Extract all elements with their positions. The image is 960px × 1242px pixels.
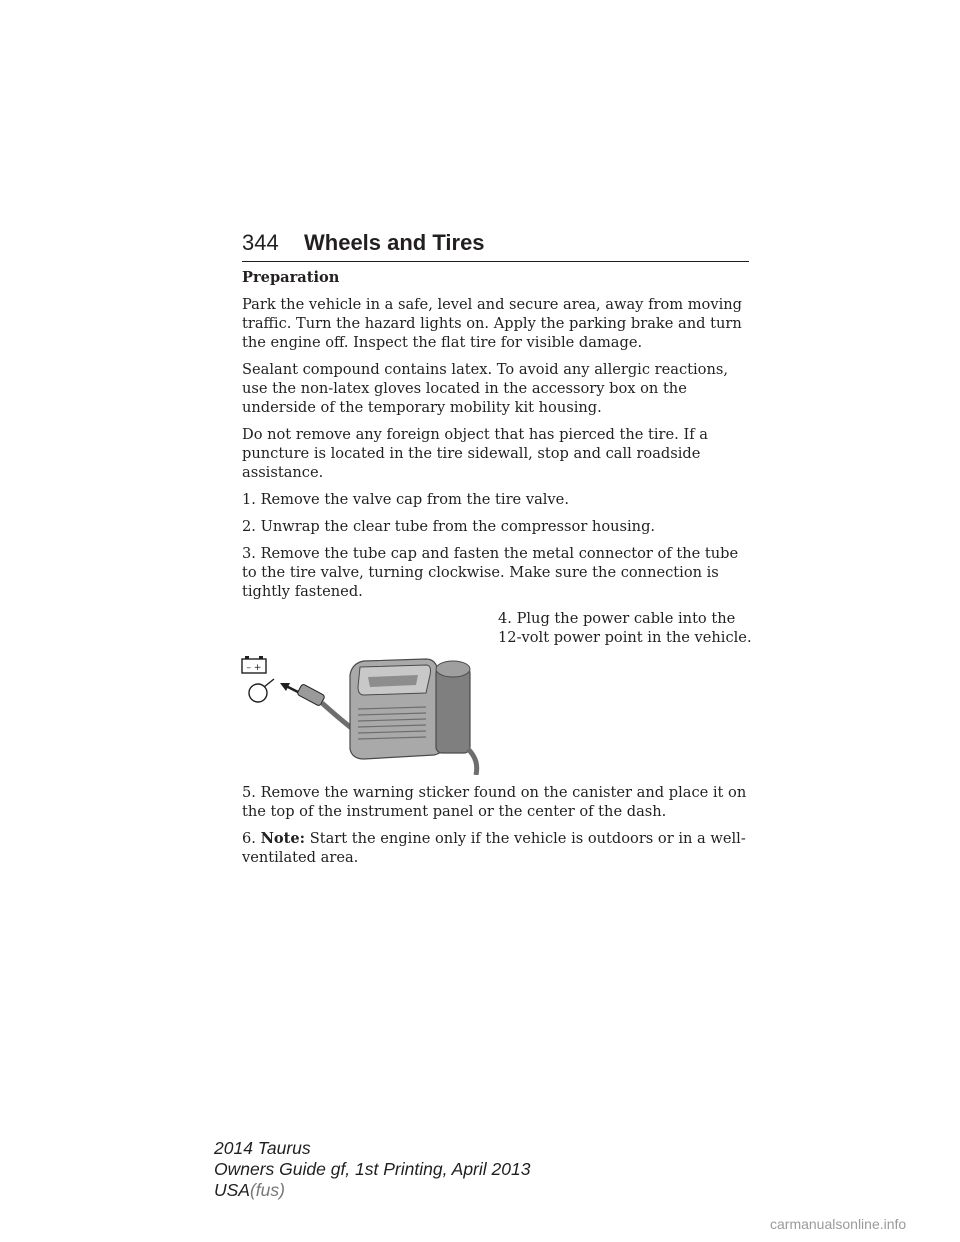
section-heading: Preparation [242,269,340,286]
power-socket-icon [249,679,274,702]
paragraph-foreign-object: Do not remove any foreign object that has pierced the tire. If a puncture is located in the tire sidewall, stop and call roadside assistance. [242,426,708,481]
page-body [242,268,752,875]
page-header [242,229,749,262]
step-6-note-label: Note: [260,830,306,847]
tire-compressor-illustration [240,653,480,775]
battery-icon [242,656,266,673]
page-number: 344 [242,230,279,255]
step-4: 4. Plug the power cable into the 12-volt power point in the vehicle. [498,610,752,646]
document-footer [214,1138,530,1201]
watermark: carmanualsonline.info [770,1216,907,1232]
paragraph-latex-warning: Sealant compound contains latex. To avoid any allergic reactions, use the non-latex gloves located in the accessory box on the underside of the temporary mobility kit housing. [242,361,728,416]
compressor-body [350,659,477,775]
step-1: 1. Remove the valve cap from the tire valve. [242,491,569,508]
step-3: 3. Remove the tube cap and fasten the metal connector of the tube to the tire valve, turning clockwise. Make sure the connection is tightly fastened. [242,545,739,600]
step-6-text: Start the engine only if the vehicle is outdoors or in a well-ventilated area. [242,830,746,866]
footer-region [214,1180,530,1201]
step-2: 2. Unwrap the clear tube from the compressor housing. [242,518,656,535]
step-6 [242,829,752,867]
chapter-title: Wheels and Tires [304,230,485,255]
footer-region-code: USA [214,1180,250,1200]
step-6-number: 6. [242,830,256,847]
step-4-figure-row [242,609,752,775]
svg-text:– +: – + [246,663,262,673]
footer-region-suffix: (fus) [249,1180,285,1200]
paragraph-preparation: Park the vehicle in a safe, level and secure area, away from moving traffic. Turn the hazard lights on. Apply the parking brake and turn the engine off. Inspect the flat tire for visible damage. [242,296,742,351]
footer-printing: Owners Guide gf, 1st Printing, April 2013 [214,1159,531,1179]
footer-model: 2014 Taurus [214,1138,311,1158]
step-5: 5. Remove the warning sticker found on the canister and place it on the top of the instrument panel or the center of the dash. [242,784,747,820]
